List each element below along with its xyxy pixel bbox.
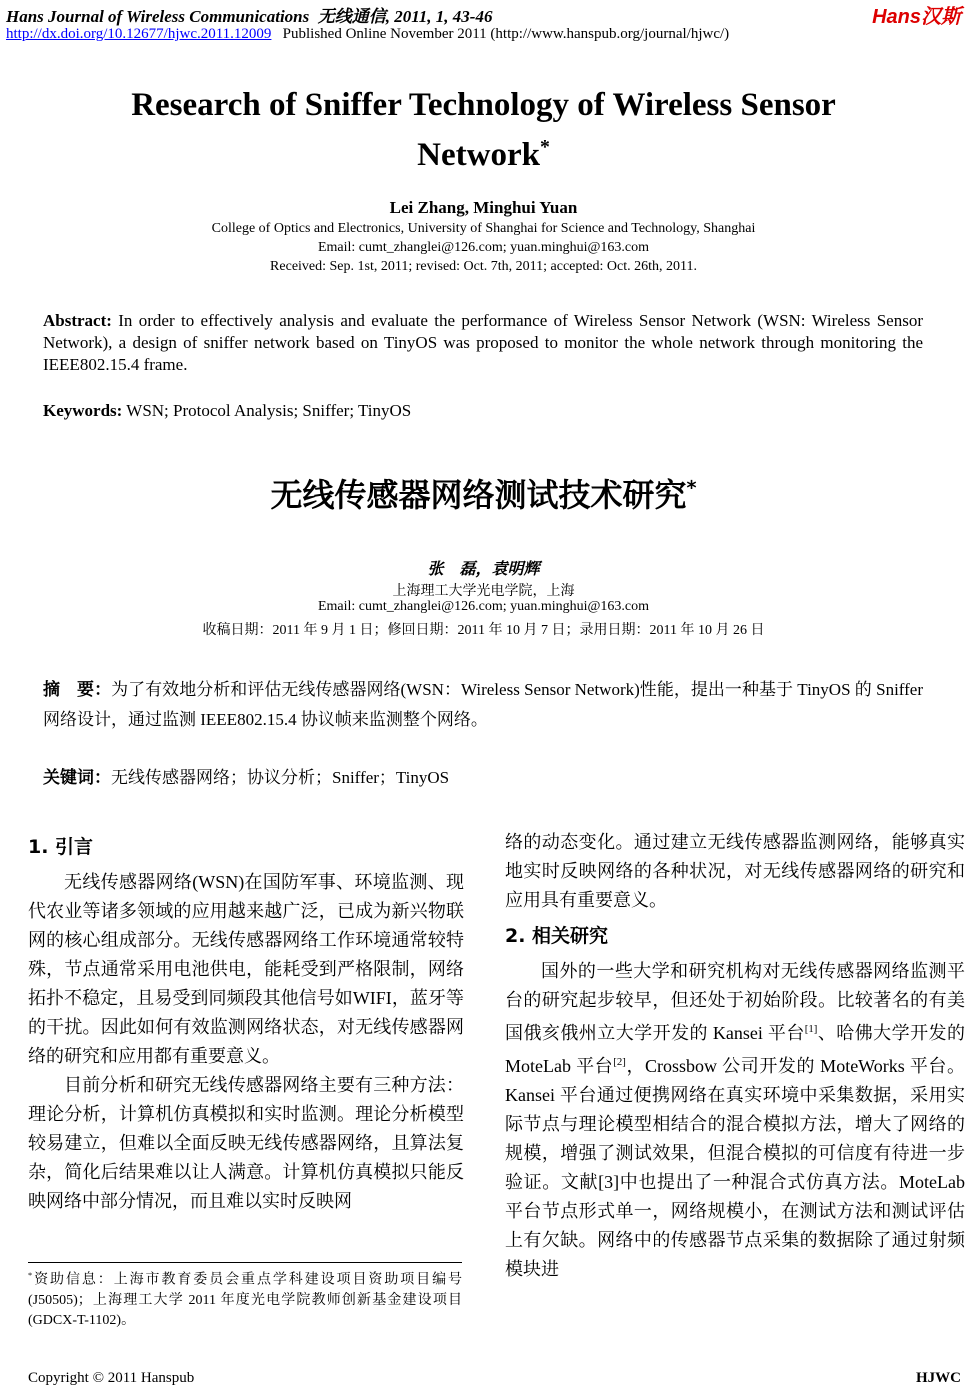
paragraph: 目前分析和研究无线传感器网络主要有三种方法：理论分析，计算机仿真模拟和实时监测。理论分析模型较易建立，但难以全面反映无线传感器网络，且算法复杂，简化后结果难以让人满意。计算机仿真模拟只能反映网络中部分情况，而且难以实时反映网 [28,1075,464,1211]
journal-abbr: HJWC [916,1370,961,1386]
title-text: Research of Sniffer Technology of Wireless Sensor Network [131,87,836,173]
chinese-dates: 收稿日期：2011 年 9 月 1 日；修回日期：2011 年 10 月 7 日；录用日期：2011 年 10 月 26 日 [202,623,765,638]
published-info: Published Online November 2011 (http://www.hanspub.org/journal/hjwc/) [282,26,730,42]
chinese-email: Email: cumt_zhanglei@126.com; yuan.minghui@163.com [317,599,649,614]
paragraph: 无线传感器网络(WSN)在国防军事、环境监测、现代农业等诸多领域的应用越来越广泛，已成为新兴物联网的核心组成部分。无线传感器网络工作环境通常较特殊，节点通常采用电池供电，能耗受到严格限制，网络拓扑不稳定，且易受到同频段其他信号如WIFI，蓝牙等的干扰。因此如何有效监测网络状态，对无线传感器网络的研究和应用都有重要意义。 [28,872,464,1066]
hans-logo: Hans汉斯 [872,6,961,28]
left-column [28,826,464,1216]
citation: [1] [804,1023,818,1035]
english-dates: Received: Sep. 1st, 2011; revised: Oct. 7th, 2011; accepted: Oct. 26th, 2011. [270,259,697,274]
text: 国外的一些大学和研究机构对无线传感器网络监测平台的研究起步较早，但还处于初始阶段。比较著名的有美国俄亥俄州立大学开发的 Kansei 平台 [505,961,965,1043]
english-affiliation: College of Optics and Electronics, University of Shanghai for Science and Technology, Shanghai [211,221,756,236]
footnote-text: 资助信息：上海市教育委员会重点学科建设项目资助项目编号(J50505)；上海理工大学 2011 年度光电学院教师创新基金建设项目(GDCX-T-1102)。 [28,1272,462,1328]
journal-header [6,2,492,27]
section-1-heading: 1. 引言 [28,836,94,858]
paragraph [505,957,965,1284]
english-title [0,84,967,176]
abstract-label: Abstract: [43,311,112,330]
paragraph: 络的动态变化。通过建立无线传感器监测网络，能够真实地实时反映网络的各种状况，对无线传感器网络的研究和应用具有重要意义。 [505,832,965,910]
english-keywords [43,400,923,422]
keywords-text: WSN; Protocol Analysis; Sniffer; TinyOS [122,401,412,420]
footnote-divider [28,1262,462,1263]
english-authors: Lei Zhang, Minghui Yuan [389,198,578,217]
doi-line [6,26,729,43]
cn-title-footnote-mark: * [686,476,697,500]
footnote [28,1266,462,1331]
cn-abstract-text: 为了有效地分析和评估无线传感器网络(WSN：Wireless Sensor Network)性能，提出一种基于 TinyOS 的 Sniffer 网络设计，通过监测 IEEE802.15.4 协议帧来监测整个网络。 [43,680,924,729]
right-column [505,828,965,1284]
footnote-mark: * [28,1271,33,1280]
cn-abstract-label: 摘 要： [43,680,112,700]
title-footnote-mark: * [539,136,550,158]
abstract-text: In order to effectively analysis and evaluate the performance of Wireless Sensor Network (WSN: Wireless Sensor Network), a design of sniffer network based on TinyOS was proposed to monitor the whole network through monitoring the IEEE802.15.4 frame. [43,311,923,374]
section-2-heading: 2. 相关研究 [505,925,609,947]
cn-keywords-label: 关键词： [43,768,111,788]
cn-title-text: 无线传感器网络测试技术研究 [270,476,687,514]
cn-keywords-text: 无线传感器网络；协议分析；Sniffer；TinyOS [111,768,450,787]
chinese-title [0,470,967,516]
english-email: Email: cumt_zhanglei@126.com; yuan.minghui@163.com [317,240,649,255]
citation: [2] [613,1056,626,1068]
text: ，Crossbow 公司开发的 MoteWorks 平台。Kansei 平台通过便携网络在真实环境中采集数据，采用实际节点与理论模型相结合的混合模拟方法，增大了网络的规模，增强了测试效果，但混合模拟的可信度有待进一步验证。文献[3]中也提出了一种混合式仿真方法。MoteLab 平台节点形式单一，网络规模小，在测试方法和测试评估上有欠缺。网络中的传感器节点采集的数据除了通过射频模块进 [505,1056,965,1279]
text: 、哈佛大学开发的 MoteLab 平台 [505,1023,965,1076]
chinese-abstract [43,675,923,735]
chinese-keywords [43,767,923,789]
chinese-authors: 张 磊，袁明辉 [427,559,540,578]
english-abstract [43,310,923,376]
doi-link[interactable]: http://dx.doi.org/10.12677/hjwc.2011.12009 [6,26,272,42]
chinese-affiliation: 上海理工大学光电学院，上海 [392,584,575,599]
journal-issue: 无线通信, 2011, 1, 43-46 [317,7,493,26]
keywords-label: Keywords: [43,401,123,420]
copyright: Copyright © 2011 Hanspub [28,1370,195,1386]
journal-name: Hans Journal of Wireless Communications [6,7,310,26]
